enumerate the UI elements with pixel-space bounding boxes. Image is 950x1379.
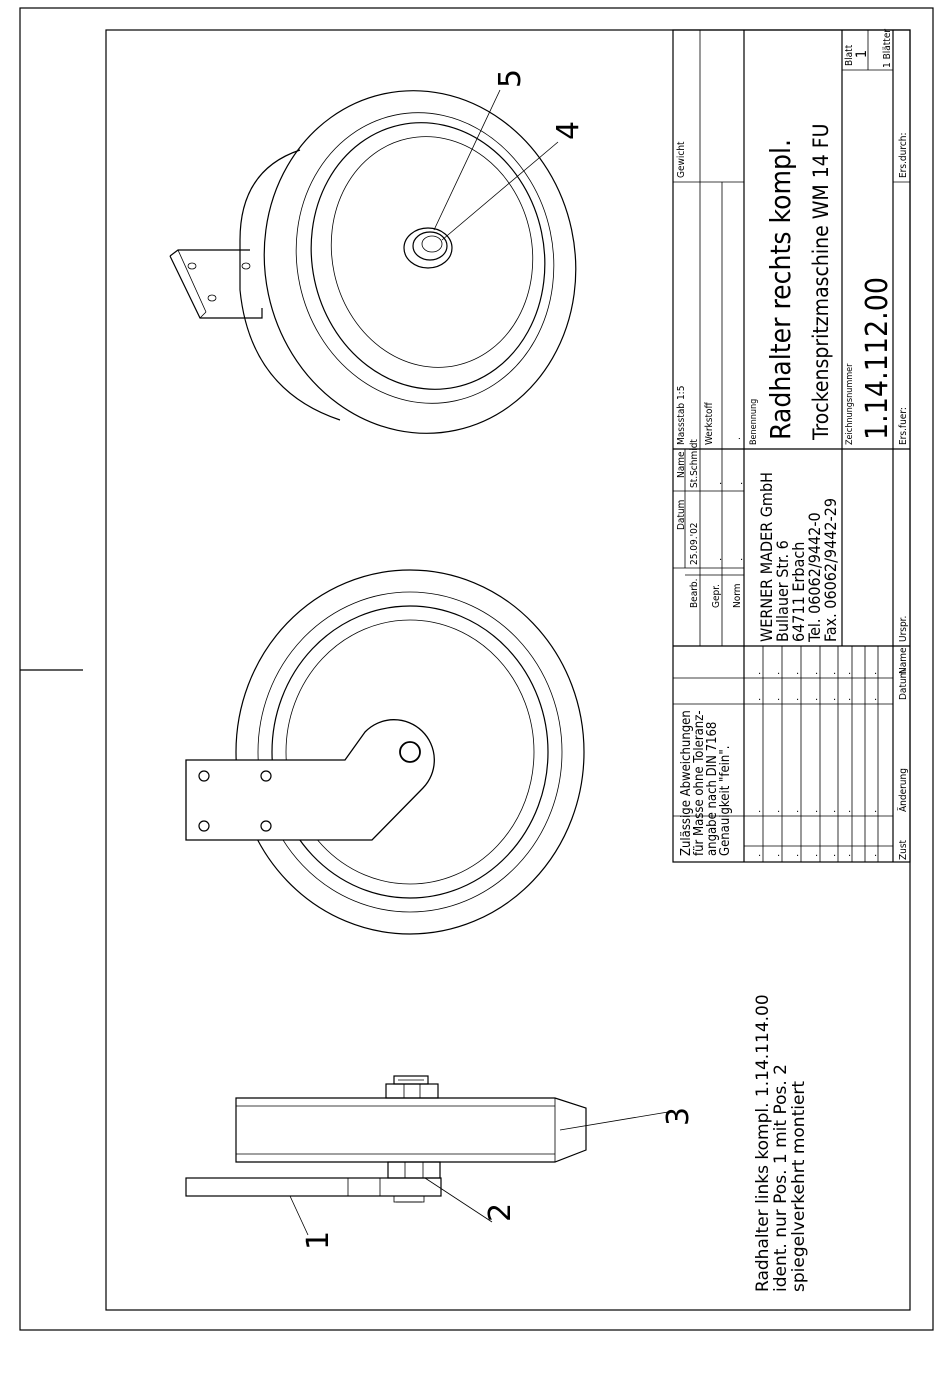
- svg-text:.: .: [719, 476, 723, 487]
- svg-text:.: .: [796, 666, 800, 677]
- side-view: [186, 1076, 586, 1202]
- svg-text:.: .: [758, 804, 762, 815]
- svg-text:.: .: [833, 666, 837, 677]
- approval-norm-label: Norm: [732, 583, 743, 608]
- ers-durch-label: Ers.durch:: [898, 132, 909, 178]
- company-street: Bullauer Str. 6: [773, 540, 792, 642]
- wheel-iso-rim: [240, 150, 340, 420]
- svg-text:.: .: [740, 476, 744, 487]
- assembly-note: [753, 994, 809, 1292]
- note-line-3: spiegelverkehrt montiert: [789, 1080, 809, 1292]
- svg-text:.: .: [815, 692, 819, 703]
- revision-col-name: Name: [898, 647, 909, 674]
- wheel-side: [236, 1098, 586, 1162]
- axle-nut-upper: [386, 1084, 438, 1098]
- note-line-1: Radhalter links kompl. 1.14.114.00: [753, 994, 773, 1292]
- approval-bearb-name: St.Schmidt: [689, 439, 700, 488]
- svg-text:.: .: [848, 666, 852, 677]
- svg-text:.: .: [874, 804, 878, 815]
- svg-text:.: .: [874, 692, 878, 703]
- svg-text:.: .: [874, 848, 878, 859]
- revision-col-aenderung: Änderung: [898, 768, 909, 812]
- svg-text:.: .: [796, 804, 800, 815]
- svg-text:.: .: [848, 848, 852, 859]
- bracket-front: [186, 720, 434, 840]
- approval-urspr-label: Urspr.: [898, 615, 909, 642]
- drawing-title: Radhalter rechts kompl.: [764, 138, 797, 440]
- blatt-label: Blatt: [844, 44, 855, 66]
- svg-text:.: .: [833, 692, 837, 703]
- drawing-subtitle: Trockenspritzmaschine WM 14 FU: [809, 123, 833, 440]
- approval-col-name: Name: [676, 451, 687, 478]
- benennung-label: Benennung: [749, 398, 759, 445]
- svg-text:.: .: [815, 666, 819, 677]
- revision-col-zust: Zust: [898, 839, 909, 860]
- bracket-iso: [170, 256, 262, 318]
- svg-text:.: .: [758, 848, 762, 859]
- tolerance-line-4: Genauigkeit "fein".: [718, 745, 733, 856]
- svg-text:.: .: [796, 848, 800, 859]
- svg-text:.: .: [777, 692, 781, 703]
- svg-text:.: .: [796, 692, 800, 703]
- company-name: WERNER MADER GmbH: [757, 472, 776, 642]
- svg-text:.: .: [777, 848, 781, 859]
- massstab-label: Massstab 1:5: [676, 385, 687, 445]
- isometric-view: [170, 62, 607, 463]
- axle-nut-lower: [388, 1162, 440, 1178]
- werkstoff-value: .: [732, 437, 743, 440]
- svg-text:.: .: [719, 552, 723, 563]
- werkstoff-label: Werkstoff: [704, 402, 715, 445]
- tolerance-line-3: angabe nach DIN 7168: [705, 721, 720, 856]
- note-line-2: ident. nur Pos. 1 mit Pos. 2: [771, 1064, 791, 1292]
- svg-text:.: .: [777, 804, 781, 815]
- svg-text:.: .: [777, 666, 781, 677]
- position-label-4: 4: [551, 120, 586, 140]
- nut-iso: [422, 236, 442, 252]
- revision-placeholders: [758, 666, 877, 859]
- position-label-1: 1: [301, 1230, 336, 1250]
- company-fax: Fax. 06062/9442-29: [821, 497, 840, 642]
- svg-text:.: .: [758, 666, 762, 677]
- svg-text:.: .: [833, 804, 837, 815]
- svg-text:.: .: [740, 552, 744, 563]
- svg-text:.: .: [758, 692, 762, 703]
- svg-text:.: .: [815, 848, 819, 859]
- drawing-number: 1.14.112.00: [860, 276, 895, 440]
- company-tel: Tel. 06062/9442-0: [805, 512, 824, 642]
- position-label-3: 3: [661, 1106, 696, 1126]
- approval-col-datum: Datum: [676, 499, 687, 530]
- zeichnungsnummer-label: Zeichnungsnummer: [845, 363, 855, 445]
- svg-text:.: .: [833, 848, 837, 859]
- svg-text:.: .: [874, 666, 878, 677]
- company-city: 64711 Erbach: [789, 541, 808, 642]
- title-block: [673, 29, 910, 862]
- revision-col-datum: Datum: [898, 669, 909, 700]
- tolerance-line-2: für Masse ohne Toleranz-: [692, 710, 707, 856]
- ers-fuer-label: Ers.fuer:: [898, 407, 909, 445]
- blatt-value: 1: [854, 49, 870, 58]
- approval-bearb-datum: 25.09.'02: [689, 522, 700, 565]
- hub-iso: [404, 228, 452, 268]
- bracket-plate-side: [186, 1178, 441, 1196]
- svg-text:.: .: [848, 804, 852, 815]
- svg-text:.: .: [815, 804, 819, 815]
- tolerance-line-1: Zulässige Abweichungen: [679, 710, 694, 856]
- blaetter-count: 1 Blätter: [882, 28, 893, 68]
- svg-text:.: .: [848, 692, 852, 703]
- position-label-2: 2: [483, 1202, 518, 1222]
- position-callouts: [290, 69, 696, 1250]
- position-label-5: 5: [493, 68, 528, 88]
- front-view: [186, 570, 584, 934]
- gewicht-label: Gewicht: [676, 141, 687, 178]
- approval-bearb-label: Bearb.: [689, 578, 700, 608]
- approval-gepr-label: Gepr.: [711, 584, 722, 608]
